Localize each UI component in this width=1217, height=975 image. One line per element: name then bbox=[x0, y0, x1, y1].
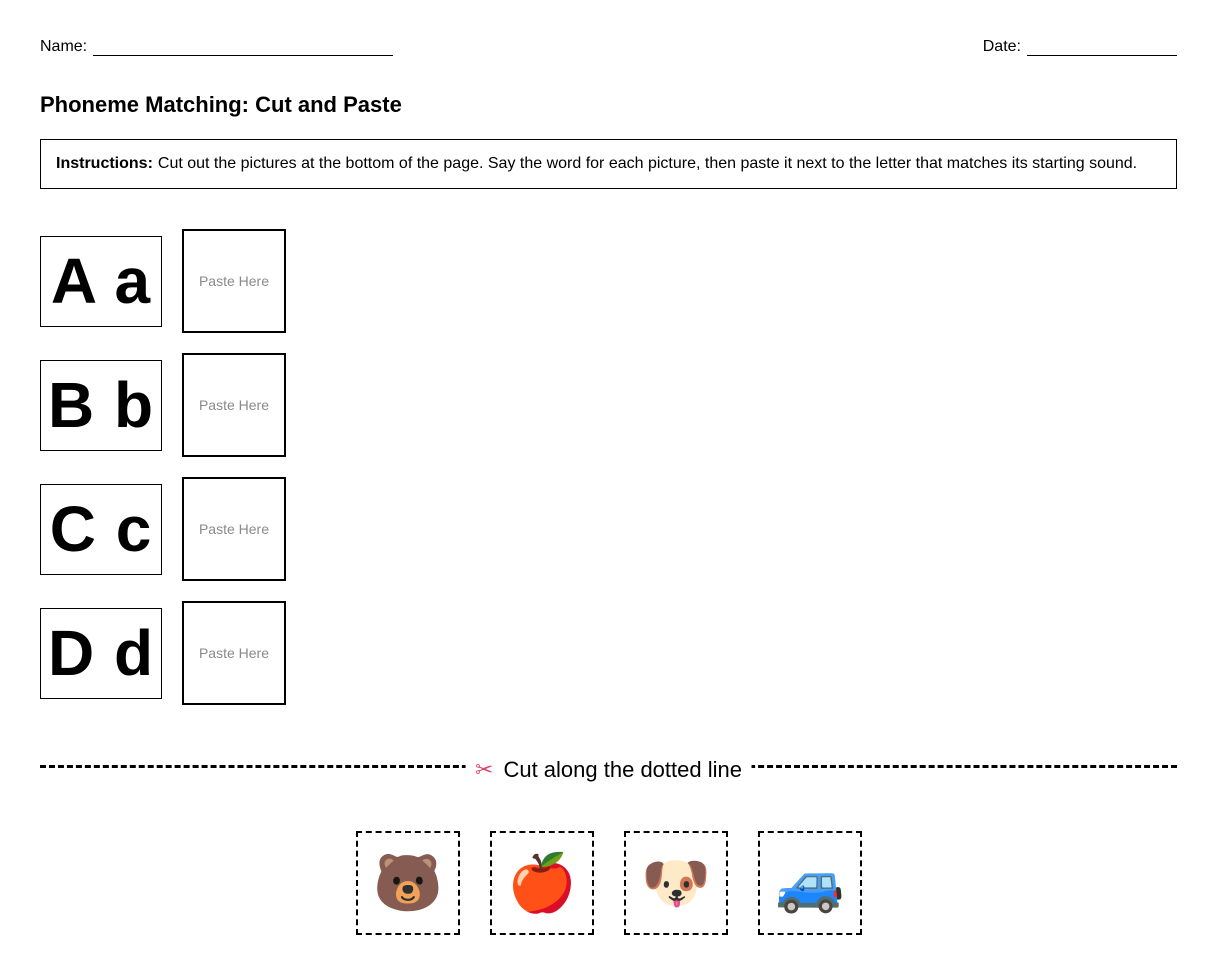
instructions-box bbox=[40, 139, 1177, 189]
bear-icon: 🐻 bbox=[373, 851, 443, 916]
picture-card-dog[interactable] bbox=[624, 831, 728, 935]
cut-line-divider bbox=[40, 757, 1177, 787]
apple-icon: 🍎 bbox=[507, 851, 577, 916]
matching-row-a bbox=[40, 229, 286, 333]
paste-box-d[interactable]: Paste Here bbox=[182, 601, 286, 705]
letter-card-b: B b bbox=[40, 360, 162, 451]
date-blank-line[interactable] bbox=[1027, 40, 1177, 56]
page-title: Phoneme Matching: Cut and Paste bbox=[40, 92, 402, 117]
cut-line-label: Cut along the dotted line bbox=[503, 757, 742, 782]
cut-line-label-group bbox=[465, 757, 752, 783]
matching-row-c bbox=[40, 477, 286, 581]
matching-row-d bbox=[40, 601, 286, 705]
instructions-label: Instructions: bbox=[56, 155, 153, 172]
matching-row-b bbox=[40, 353, 286, 457]
date-label: Date: bbox=[982, 38, 1021, 55]
picture-card-apple[interactable] bbox=[490, 831, 594, 935]
scissors-icon: ✂ bbox=[475, 757, 494, 782]
paste-box-a[interactable]: Paste Here bbox=[182, 229, 286, 333]
matching-rows bbox=[40, 229, 286, 725]
date-field bbox=[983, 38, 1177, 56]
name-field bbox=[40, 38, 393, 56]
dog-icon: 🐶 bbox=[641, 851, 711, 916]
instructions-text: Cut out the pictures at the bottom of the page. Say the word for each picture, then paste it next to the letter that matches its starting sound. bbox=[157, 155, 1138, 172]
paste-box-c[interactable]: Paste Here bbox=[182, 477, 286, 581]
picture-card-bear[interactable] bbox=[356, 831, 460, 935]
name-blank-line[interactable] bbox=[93, 40, 393, 56]
letter-card-c: C c bbox=[40, 484, 162, 575]
car-icon: 🚙 bbox=[775, 851, 845, 916]
paste-box-b[interactable]: Paste Here bbox=[182, 353, 286, 457]
header-row bbox=[40, 38, 1177, 56]
letter-card-a: A a bbox=[40, 236, 162, 327]
name-label: Name: bbox=[40, 38, 88, 55]
cutout-pictures bbox=[356, 831, 862, 935]
letter-card-d: D d bbox=[40, 608, 162, 699]
picture-card-car[interactable] bbox=[758, 831, 862, 935]
